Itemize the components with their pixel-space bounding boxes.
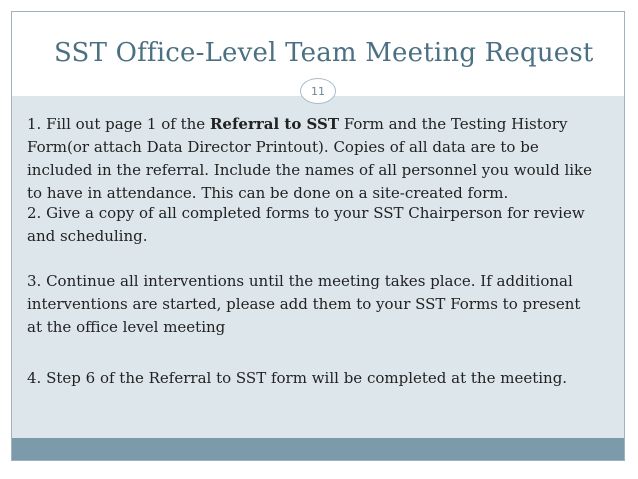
page-number-badge: 11 (300, 78, 336, 104)
bottom-band (12, 438, 624, 460)
step-4-paragraph: 4. Step 6 of the Referral to SST form will be completed at the meeting. (27, 369, 568, 387)
step-1-text-before: 1. Fill out page 1 of the (27, 115, 210, 133)
slide-title: SST Office-Level Team Meeting Request (54, 38, 594, 68)
step-3-paragraph: 3. Continue all interventions until the meeting takes place. If additional interventions are started, please add them to your SST Forms to present at the office level meeting (27, 272, 581, 336)
step-1-text-after: Form and the Testing History Form(or attach Data Director Printout). Copies of all data are to be included in the referral. Include the names of all personnel you would like to have in attendance. This can be done on a site-created form. (27, 115, 593, 202)
step-2-paragraph: 2. Give a copy of all completed forms to your SST Chairperson for review and scheduling. (27, 204, 585, 245)
step-1-paragraph (27, 113, 597, 205)
step-1-bold-text: Referral to SST (209, 115, 340, 133)
